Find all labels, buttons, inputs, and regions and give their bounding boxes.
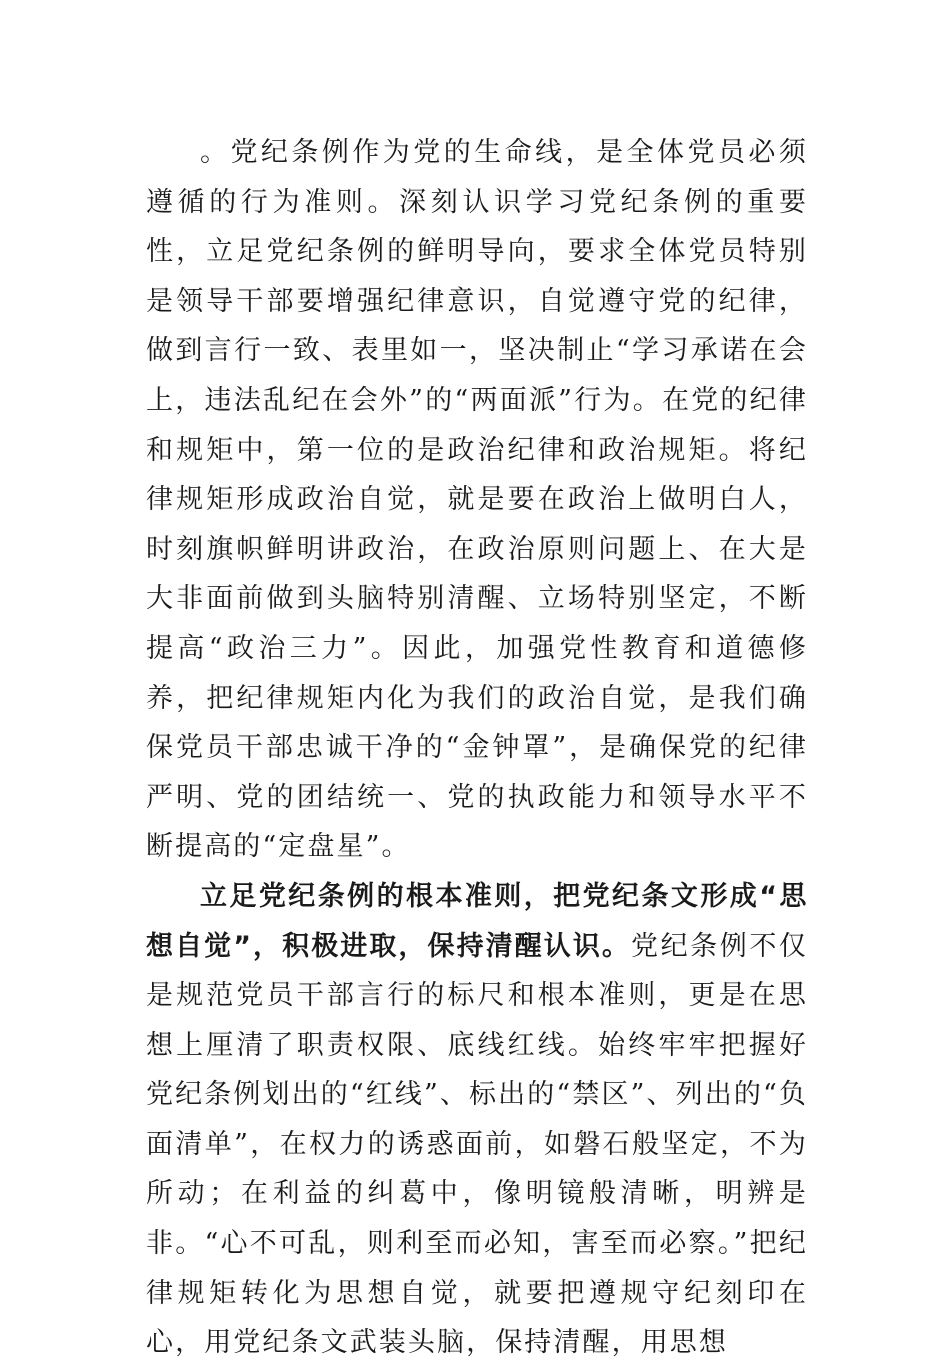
paragraph-2 bbox=[146, 872, 808, 1368]
paragraph-1-body: 。党纪条例作为党的生命线，是全体党员必须遵循的行为准则。深刻认识学习党纪条例的重要性，立足党纪条例的鲜明导向，要求全体党员特别是领导干部要增强纪律意识，自觉遵守党的纪律，做到言行一致、表里如一，坚决制止“学习承诺在会上，违法乱纪在会外”的“两面派”行为。在党的纪律和规矩中，第一位的是政治纪律和政治规矩。将纪律规矩形成政治自觉，就是要在政治上做明白人，时刻旗帜鲜明讲政治，在政治原则问题上、在大是大非面前做到头脑特别清醒、立场特别坚定，不断提高“政治三力”。因此，加强党性教育和道德修养，把纪律规矩内化为我们的政治自觉，是我们确保党员干部忠诚干净的“金钟罩”，是确保党的纪律严明、党的团结统一、党的执政能力和领导水平不断提高的“定盘星”。 bbox=[146, 137, 808, 863]
paragraph-1 bbox=[146, 128, 808, 872]
paragraph-2-lead-heading: 立足党纪条例的根本准则，把党纪条文形成“思想自觉”，积极进取，保持清醒认识。 bbox=[146, 880, 808, 962]
paragraph-2-body: 党纪条例不仅是规范党员干部言行的标尺和根本准则，更是在思想上厘清了职责权限、底线红线。始终牢牢把握好党纪条例划出的“红线”、标出的“禁区”、列出的“负面清单”，在权力的诱惑面前，如磐石般坚定，不为所动；在利益的纠葛中，像明镜般清晰，明辨是非。“心不可乱，则利至而必知，害至而必察。”把纪律规矩转化为思想自觉，就要把遵规守纪刻印在心，用党纪条文武装头脑，保持清醒，用思想 bbox=[146, 930, 808, 1359]
document-page bbox=[146, 128, 808, 1368]
